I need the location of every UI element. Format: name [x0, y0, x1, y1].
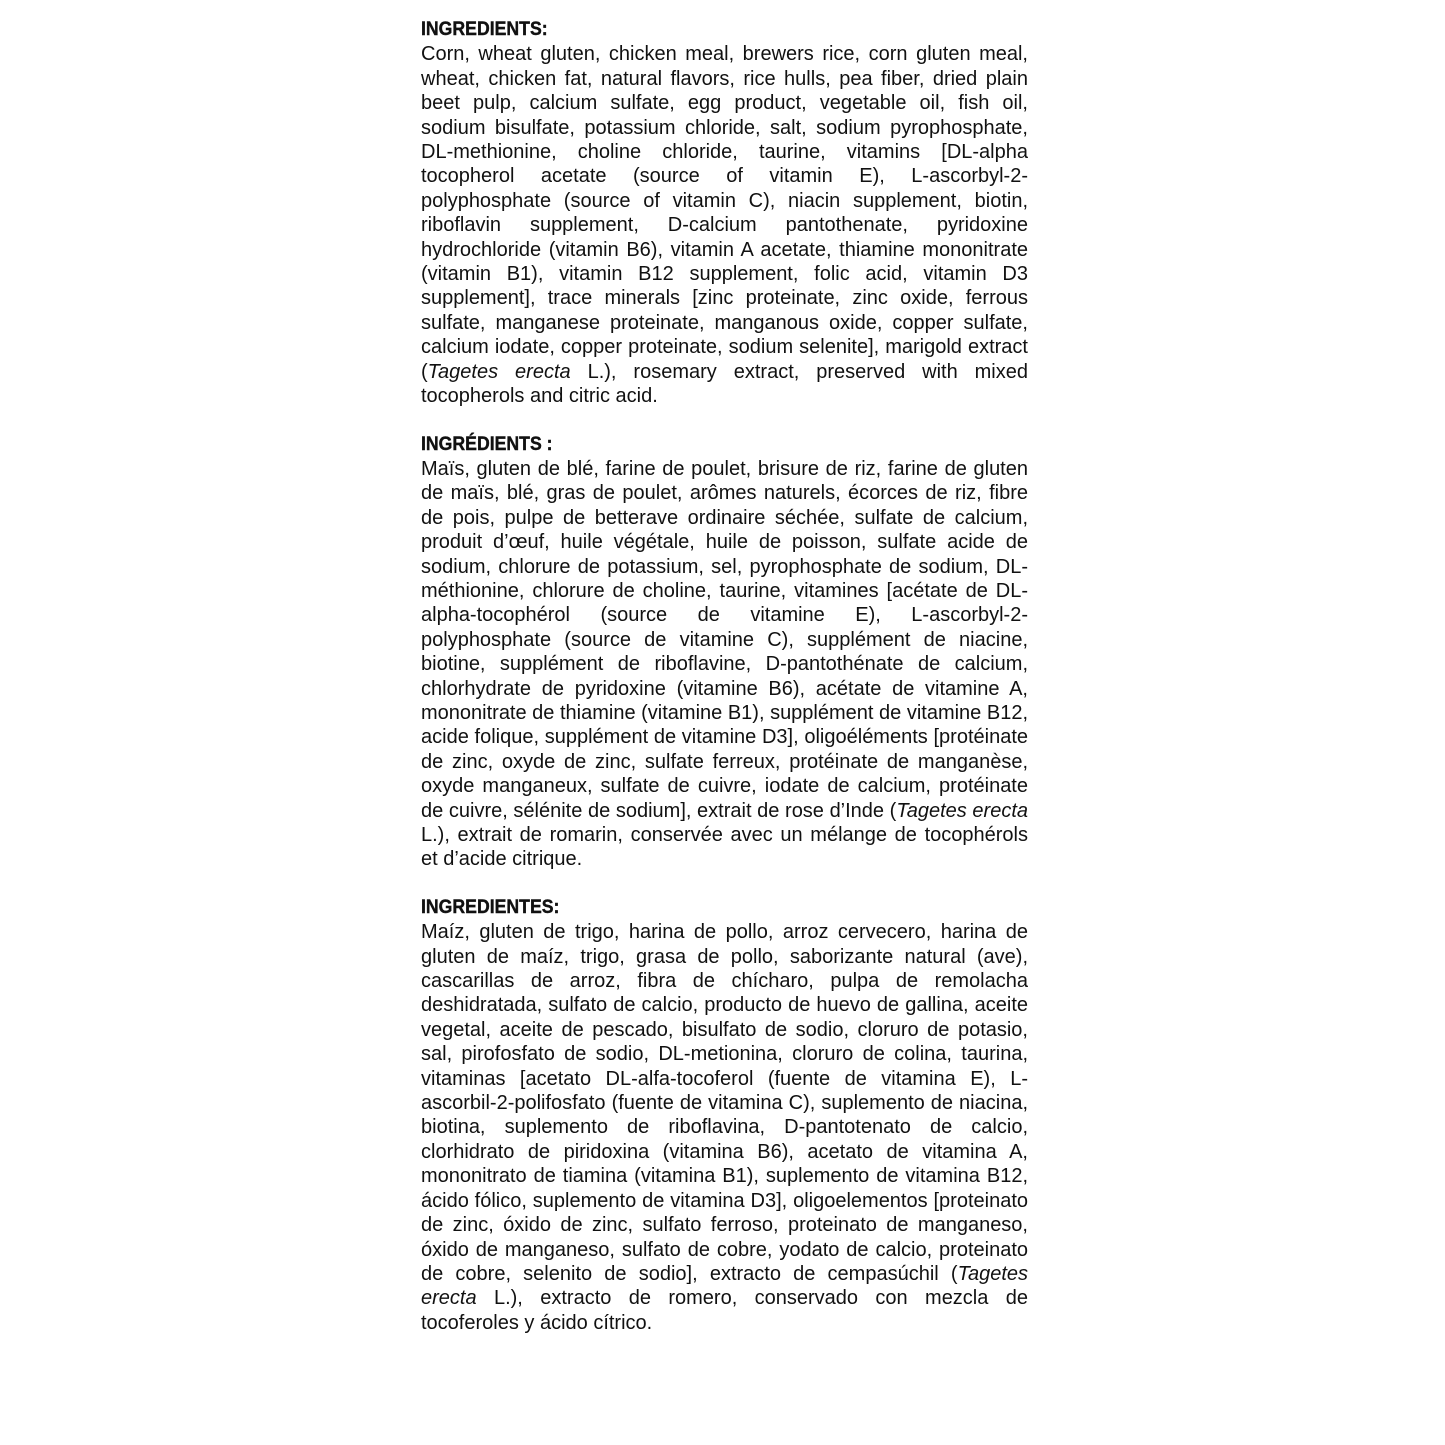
section-heading-spanish: INGREDIENTES: — [421, 896, 560, 918]
ingredients-section-english — [421, 18, 1028, 409]
ingredients-text-french-part-2: L.), extrait de romarin, conservée avec un mélange de tocophérols et d’acide citrique. — [421, 824, 1028, 871]
ingredients-text-french — [421, 457, 1028, 872]
section-heading-french: INGRÉDIENTS : — [421, 433, 553, 455]
ingredients-panel — [421, 18, 1028, 1335]
ingredients-section-french — [421, 433, 1028, 872]
ingredients-text-english-part-2: L.), rosemary extract, preserved with mixed tocopherols and citric acid. — [421, 360, 1028, 408]
ingredients-text-spanish-part-2: L.), extracto de romero, conservado con mezcla de tocoferoles y ácido cítrico. — [421, 1287, 1028, 1334]
ingredients-text-english-latin-name: Tagetes erecta — [427, 360, 571, 383]
ingredients-text-english — [421, 42, 1028, 408]
ingredients-text-english-part-1: Corn, wheat gluten, chicken meal, brewers rice, corn gluten meal, wheat, chicken fat, natural flavors, rice hulls, pea fiber, dried plain beet pulp, calcium sulfate, egg product, vegetable oil, fish oil, sodium bisulfate, potassium chloride, salt, sodium pyrophosphate, DL-methionine, choline chloride, taurine, vitamins [DL-alpha tocopherol acetate (source of vitamin E), L-ascorbyl-2-polyphosphate (source of vitamin C), niacin supplement, biotin, riboflavin supplement, D-calcium pantothenate, pyridoxine hydrochloride (vitamin B6), vitamin A acetate, thiamine mononitrate (vitamin B1), vitamin B12 supplement, folic acid, vitamin D3 supplement], trace minerals [zinc proteinate, zinc oxide, ferrous sulfate, manganese proteinate, manganous oxide, copper sulfate, calcium iodate, copper proteinate, sodium selenite], marigold extract ( — [421, 43, 1028, 383]
ingredients-text-french-part-1: Maïs, gluten de blé, farine de poulet, brisure de riz, farine de gluten de maïs, blé, gras de poulet, arômes naturels, écorces de riz, fibre de pois, pulpe de betterave ordinaire séchée, sulfate de calcium, produit d’œuf, huile végétale, huile de poisson, sulfate acide de sodium, chlorure de potassium, sel, pyrophosphate de sodium, DL-méthionine, chlorure de choline, taurine, vitamines [acétate de DL-alpha-tocophérol (source de vitamine E), L-ascorbyl-2-polyphosphate (source de vitamine C), supplément de niacine, biotine, supplément de riboflavine, D-pantothénate de calcium, chlorhydrate de pyridoxine (vitamine B6), acétate de vitamine A, mononitrate de thiamine (vitamine B1), supplément de vitamine B12, acide folique, supplément de vitamine D3], oligoéléments [protéinate de zinc, oxyde de zinc, sulfate ferreux, protéinate de manganèse, oxyde manganeux, sulfate de cuivre, iodate de calcium, protéinate de cuivre, sélénite de sodium], extrait de rose d’Inde ( — [421, 457, 1028, 822]
ingredients-text-spanish-latin-name: Tagetes erecta — [421, 1262, 1028, 1310]
ingredients-section-spanish — [421, 896, 1028, 1335]
ingredients-text-spanish-part-1: Maíz, gluten de trigo, harina de pollo, arroz cervecero, harina de gluten de maíz, trigo, grasa de pollo, saborizante natural (ave), cascarillas de arroz, fibra de chícharo, pulpa de remolacha deshidratada, sulfato de calcio, producto de huevo de gallina, aceite vegetal, aceite de pescado, bisulfato de sodio, cloruro de potasio, sal, pirofosfato de sodio, DL-metionina, cloruro de colina, taurina, vitaminas [acetato DL-alfa-tocoferol (fuente de vitamina E), L-ascorbil-2-polifosfato (fuente de vitamina C), suplemento de niacina, biotina, suplemento de riboflavina, D-pantotenato de calcio, clorhidrato de piridoxina (vitamina B6), acetato de vitamina A, mononitrato de tiamina (vitamina B1), suplemento de vitamina B12, ácido fólico, suplemento de vitamina D3], oligoelementos [proteinato de zinc, óxido de zinc, sulfato ferroso, proteinato de manganeso, óxido de manganeso, sulfato de cobre, yodato de calcio, proteinato de cobre, selenito de sodio], extracto de cempasúchil ( — [421, 921, 1028, 1285]
ingredients-text-french-latin-name: Tagetes erecta — [896, 799, 1029, 822]
ingredients-text-spanish — [421, 920, 1028, 1335]
section-heading-english: INGREDIENTS: — [421, 19, 548, 40]
